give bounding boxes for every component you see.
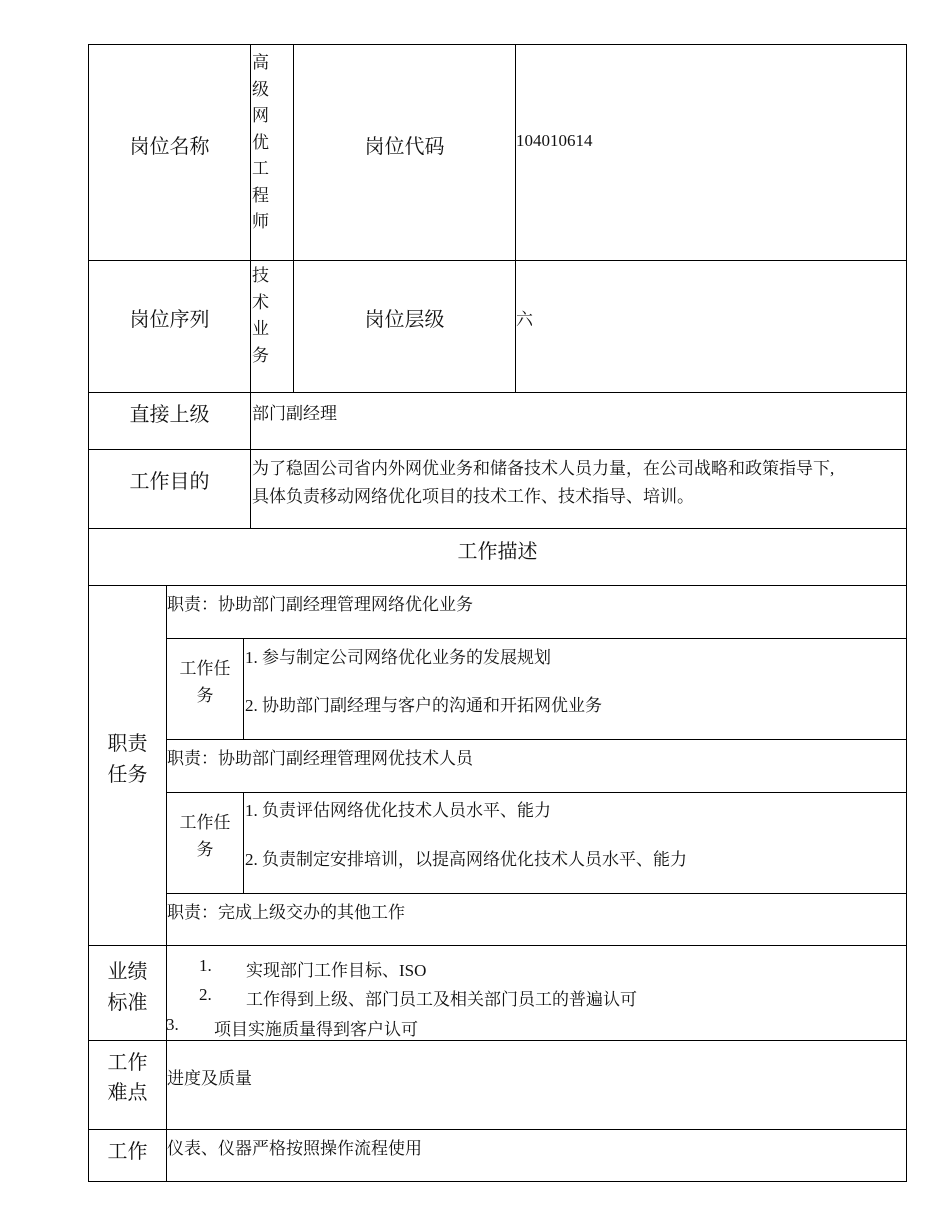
row-divider xyxy=(166,792,907,793)
row-divider xyxy=(88,585,907,586)
duty-section-label-1: 职责 xyxy=(107,733,148,755)
col-divider xyxy=(250,44,251,529)
row-divider xyxy=(88,945,907,946)
last-row-value: 仪表、仪器严格按照操作流程使用 xyxy=(167,1139,422,1158)
row-divider xyxy=(166,893,907,894)
row-divider xyxy=(166,638,907,639)
post-level-label: 岗位层级 xyxy=(364,309,445,331)
row-divider xyxy=(166,739,907,740)
performance-item-text: 工作得到上级、部门员工及相关部门员工的普遍认可 xyxy=(246,990,637,1009)
row-divider xyxy=(88,449,907,450)
task-item: 2. 负责制定安排培训，以提高网络优化技术人员水平、能力 xyxy=(245,850,687,869)
table-border-right xyxy=(906,44,907,1182)
performance-label-1: 业绩 xyxy=(107,961,148,983)
performance-item-number: 1. xyxy=(199,956,212,975)
col-divider xyxy=(293,44,294,393)
post-series-value: 技术业务 xyxy=(252,266,269,365)
post-level-value: 六 xyxy=(516,310,533,329)
table-border-bottom xyxy=(88,1181,907,1182)
duty-title: 职责：协助部门副经理管理网优技术人员 xyxy=(167,749,473,768)
col-divider xyxy=(515,44,516,393)
superior-label: 直接上级 xyxy=(129,404,210,426)
task-label: 工作任 xyxy=(179,813,231,832)
post-code-label: 岗位代码 xyxy=(364,136,445,158)
performance-item-number: 3. xyxy=(166,1015,179,1034)
purpose-line-2: 具体负责移动网络优化项目的技术工作、技术指导、培训。 xyxy=(252,487,694,506)
performance-item-number: 2. xyxy=(199,985,212,1004)
task-label: 工作任 xyxy=(179,659,231,678)
last-row-label: 工作 xyxy=(107,1141,148,1163)
section-title: 工作描述 xyxy=(457,541,538,563)
task-item: 1. 参与制定公司网络优化业务的发展规划 xyxy=(245,648,551,667)
task-item: 2. 协助部门副经理与客户的沟通和开拓网优业务 xyxy=(245,696,602,715)
purpose-line-1: 为了稳固公司省内外网优业务和储备技术人员力量，在公司战略和政策指导下, xyxy=(252,459,835,478)
duty-title: 职责：协助部门副经理管理网络优化业务 xyxy=(167,595,473,614)
post-name-value: 高级网优工程师 xyxy=(252,53,269,231)
post-series-label: 岗位序列 xyxy=(129,309,210,331)
row-divider xyxy=(88,1040,907,1041)
superior-value: 部门副经理 xyxy=(252,404,337,423)
post-code-value: 104010614 xyxy=(516,131,593,150)
difficulty-value: 进度及质量 xyxy=(167,1069,252,1088)
duty-title: 职责：完成上级交办的其他工作 xyxy=(167,903,405,922)
row-divider xyxy=(88,528,907,529)
task-label: 务 xyxy=(196,686,214,705)
performance-item-text: 项目实施质量得到客户认可 xyxy=(214,1020,418,1039)
performance-item-text: 实现部门工作目标、ISO xyxy=(246,961,427,980)
post-name-label: 岗位名称 xyxy=(129,136,210,158)
row-divider xyxy=(88,260,907,261)
purpose-label: 工作目的 xyxy=(129,471,210,493)
row-divider xyxy=(88,392,907,393)
row-divider xyxy=(88,1129,907,1130)
task-item: 1. 负责评估网络优化技术人员水平、能力 xyxy=(245,801,551,820)
col-divider xyxy=(243,638,244,740)
duty-section-label-2: 任务 xyxy=(107,764,148,786)
col-divider xyxy=(243,792,244,894)
performance-label-2: 标准 xyxy=(107,992,148,1014)
table-border-top xyxy=(88,44,907,45)
difficulty-label-1: 工作 xyxy=(107,1052,148,1074)
difficulty-label-2: 难点 xyxy=(107,1082,148,1104)
task-label: 务 xyxy=(196,840,214,859)
